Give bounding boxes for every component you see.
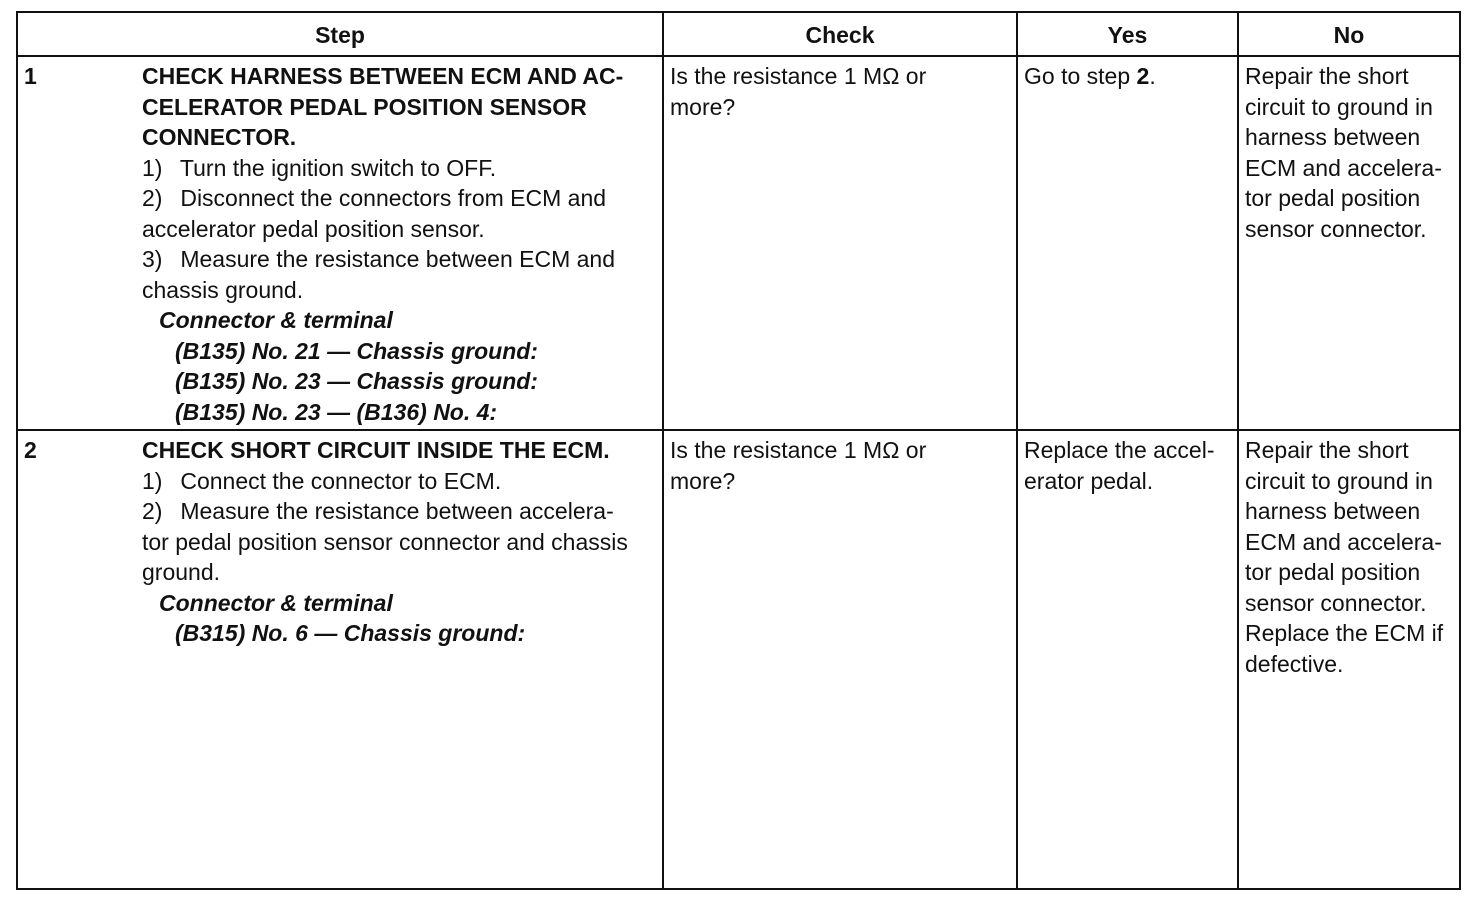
no-line: circuit to ground in: [1245, 467, 1433, 494]
no-cell: [1238, 430, 1460, 889]
no-line: harness between: [1245, 498, 1421, 524]
procedure-line: 2) Measure the resistance between accelera-: [142, 498, 614, 524]
header-yes: Yes: [1017, 12, 1238, 56]
no-line: Repair the short: [1245, 437, 1409, 463]
check-line: more?: [670, 93, 736, 120]
connector-item: (B315) No. 6 — Chassis ground:: [175, 620, 526, 646]
procedure-line: accelerator pedal position sensor.: [142, 215, 485, 242]
no-line: defective.: [1245, 650, 1344, 677]
header-check: Check: [663, 12, 1017, 56]
step-number: 2: [24, 437, 37, 463]
procedure-line: 1) Connect the connector to ECM.: [142, 467, 502, 494]
procedure-line: tor pedal position sensor connector and chassis: [142, 528, 628, 555]
yes-cell: [1017, 430, 1238, 889]
connector-label: Connector & terminal: [159, 307, 393, 333]
header-step: Step: [17, 12, 663, 56]
diagnostic-table: [16, 11, 1461, 890]
yes-prefix: Go to step: [1024, 63, 1137, 89]
no-line: ECM and accelera-: [1245, 154, 1442, 181]
step-body: [142, 61, 656, 427]
header-row: [17, 12, 1460, 56]
check-line: more?: [670, 467, 736, 494]
no-line: harness between: [1245, 124, 1421, 150]
no-line: sensor connector.: [1245, 215, 1427, 242]
step-title-line: CHECK SHORT CIRCUIT INSIDE THE ECM.: [142, 437, 610, 463]
header-no: No: [1238, 12, 1460, 56]
procedure-line: chassis ground.: [142, 276, 304, 303]
table-row: [17, 56, 1460, 430]
table-row: [17, 430, 1460, 889]
procedure-line: ground.: [142, 559, 221, 585]
no-line: tor pedal position: [1245, 559, 1421, 585]
procedure-line: 3) Measure the resistance between ECM and: [142, 246, 616, 272]
step-cell: [17, 56, 663, 430]
step-number: 1: [24, 63, 37, 89]
no-line: tor pedal position: [1245, 185, 1421, 211]
no-line: Replace the ECM if: [1245, 620, 1444, 646]
step-cell: [17, 430, 663, 889]
yes-line: [1024, 61, 1232, 92]
no-line: Repair the short: [1245, 63, 1409, 89]
step-title-line: CELERATOR PEDAL POSITION SENSOR: [142, 93, 587, 120]
connector-item: (B135) No. 21 — Chassis ground:: [175, 337, 538, 364]
step-title-line: CHECK HARNESS BETWEEN ECM AND AC-: [142, 63, 624, 89]
check-line: Is the resistance 1 MΩ or: [670, 437, 927, 463]
check-cell: [663, 56, 1017, 430]
connector-label: Connector & terminal: [159, 589, 393, 616]
check-line: Is the resistance 1 MΩ or: [670, 63, 927, 89]
procedure-line: 2) Disconnect the connectors from ECM and: [142, 185, 607, 211]
step-title-line: CONNECTOR.: [142, 124, 297, 150]
no-line: sensor connector.: [1245, 589, 1427, 616]
check-cell: [663, 430, 1017, 889]
no-cell: [1238, 56, 1460, 430]
yes-line: erator pedal.: [1024, 467, 1154, 494]
connector-item: (B135) No. 23 — Chassis ground:: [175, 368, 538, 394]
procedure-line: 1) Turn the ignition switch to OFF.: [142, 154, 497, 181]
no-line: circuit to ground in: [1245, 93, 1433, 120]
step-body: [142, 435, 656, 649]
yes-cell: [1017, 56, 1238, 430]
connector-item: (B135) No. 23 — (B136) No. 4:: [175, 398, 498, 425]
yes-step-ref: 2: [1136, 63, 1150, 89]
yes-suffix: .: [1149, 63, 1156, 89]
no-line: ECM and accelera-: [1245, 528, 1442, 555]
yes-line: Replace the accel-: [1024, 437, 1215, 463]
